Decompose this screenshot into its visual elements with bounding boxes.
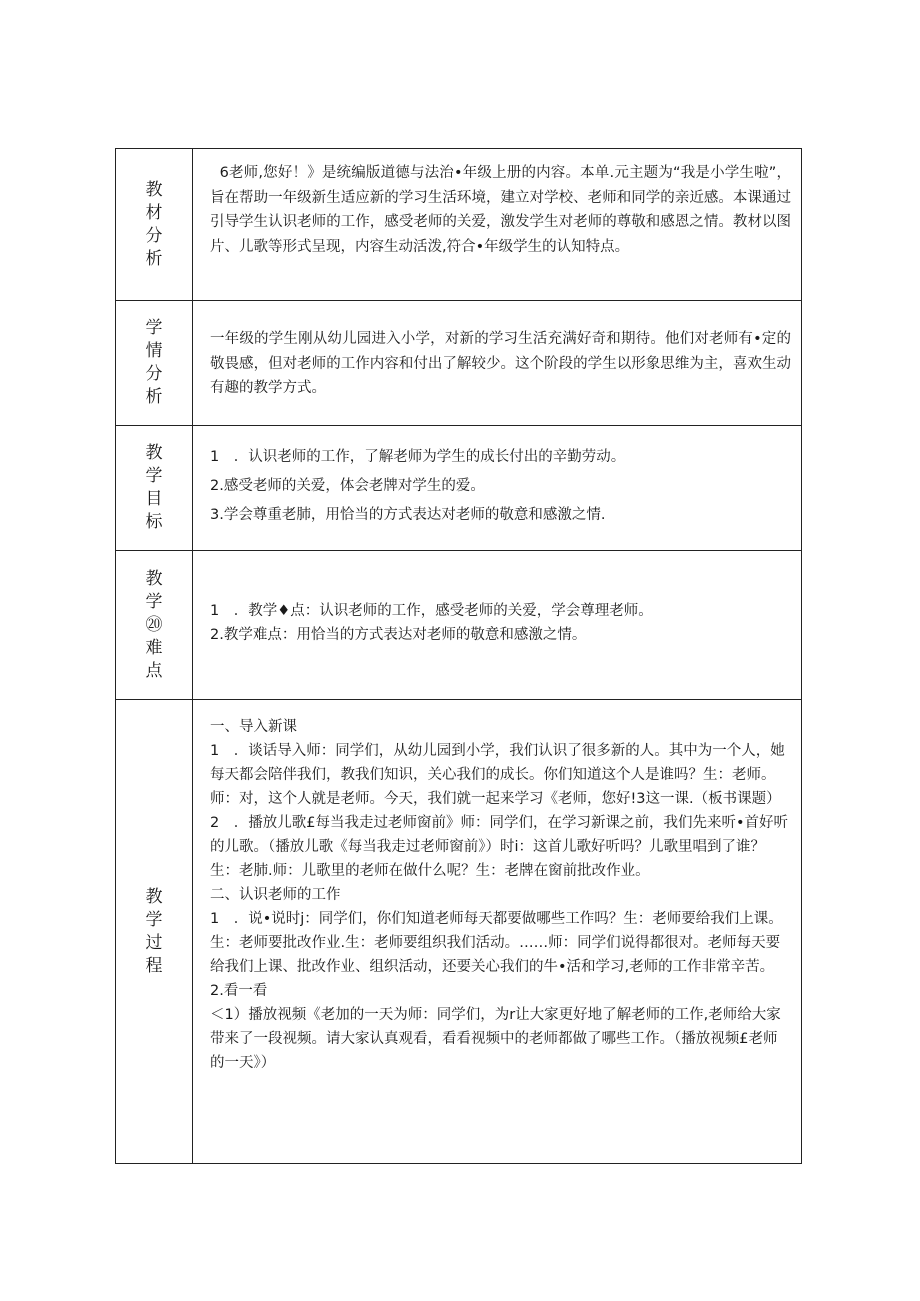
label-cell (116, 301, 193, 425)
list-item: 3.学会尊重老肺，用恰当的方式表达对老师的敬意和感激之情. (210, 507, 606, 523)
row-label: 教学目标 (145, 443, 163, 532)
row-textbook-analysis (116, 149, 801, 301)
list-item: 2.感受老师的关爱，体会老牌对学生的爱。 (210, 478, 485, 494)
paragraph: 1 ．说•说时j：同学们，你们知道老师每天都要做哪些工作吗？生：老师要给我们上课。生：老师要批改作业.生：老师要组织我们活动。……师：同学们说得都很对。老师每天要给我们上课、批改作业、组织活动，还要关心我们的牛•活和学习,老师的工作非常辛苦。 (210, 911, 783, 975)
section-heading: 二、认识老师的工作 (210, 887, 341, 903)
sub-heading: 2.看一看 (210, 983, 268, 999)
row-label: 教材分析 (145, 179, 163, 269)
content-cell (193, 700, 801, 1163)
row-label: 教学⑳难点 (145, 568, 163, 681)
label-cell (116, 426, 193, 550)
paragraph: ＜1）播放视频《老加的一天为师：同学们，为r让大家更好地了解老师的工作,老师给大家带来了一段视频。请大家认真观看，看看视频中的老师都做了哪些工作。（播放视频£老师的一天》） (210, 1007, 781, 1071)
section-heading: 一、导入新课 (210, 719, 297, 735)
paragraph: 2 ．播放儿歌£每当我走过老师窗前》师：同学们，在学习新课之前，我们先来听•首好听的儿歌。（播放儿歌《每当我走过老师窗前》）时i：这首儿歌好听吗？儿歌里唱到了谁？生：老肺.师：儿歌里的老师在做什么呢？生：老牌在窗前批改作业。 (210, 815, 788, 879)
content-cell (193, 149, 801, 300)
list-item: 2.教学难点：用恰当的方式表达对老师的敬意和感激之情。 (210, 627, 587, 643)
row-key-difficult-points (116, 551, 801, 700)
list-item: 1 ．教学♦点：认识老师的工作，感受老师的关爱，学会尊理老师。 (210, 603, 653, 619)
row-teaching-goals (116, 426, 801, 551)
label-cell (116, 149, 193, 300)
lesson-plan-table (115, 148, 802, 1164)
paragraph: 6老师,您好！》是统编版道德与法治•年级上册的内容。本单.元主题为“我是小学生啦”，旨在帮助一年级新生适应新的学习生活环境，建立对学校、老师和同学的亲近感。本课通过引导学生认识老师的工作，感受老师的关爱，激发学生对老师的尊敬和感恩之情。教材以图片、儿歌等形式呈现，内容生动活泼,符合•年级学生的认知特点。 (210, 165, 792, 255)
content-cell (193, 551, 801, 699)
paragraph: 一年级的学生刚从幼儿园进入小学，对新的学习生活充满好奇和期待。他们对老师有•定的敬畏感，但对老师的工作内容和付出了解较少。这个阶段的学生以形象思维为主，喜欢生动有趣的教学方式。 (210, 331, 791, 396)
row-label: 学情分析 (145, 318, 163, 407)
row-student-analysis (116, 301, 801, 426)
label-cell (116, 551, 193, 699)
content-cell (193, 301, 801, 425)
label-cell (116, 700, 193, 1163)
paragraph: 1 ．谈话导入师：同学们，从幼儿园到小学，我们认识了很多新的人。其中为一个人，她每天都会陪伴我们，教我们知识，关心我们的成长。你们知道这个人是谁吗？生：老师。师：对，这个人就是老师。今天，我们就一起来学习《老师，您好!3这一课.（板书课题） (210, 743, 785, 807)
list-item: 1 ．认识老师的工作，了解老师为学生的成长付出的辛勤劳动。 (210, 449, 626, 465)
content-cell (193, 426, 801, 550)
row-label: 教学过程 (145, 886, 163, 976)
row-teaching-process (116, 700, 801, 1163)
